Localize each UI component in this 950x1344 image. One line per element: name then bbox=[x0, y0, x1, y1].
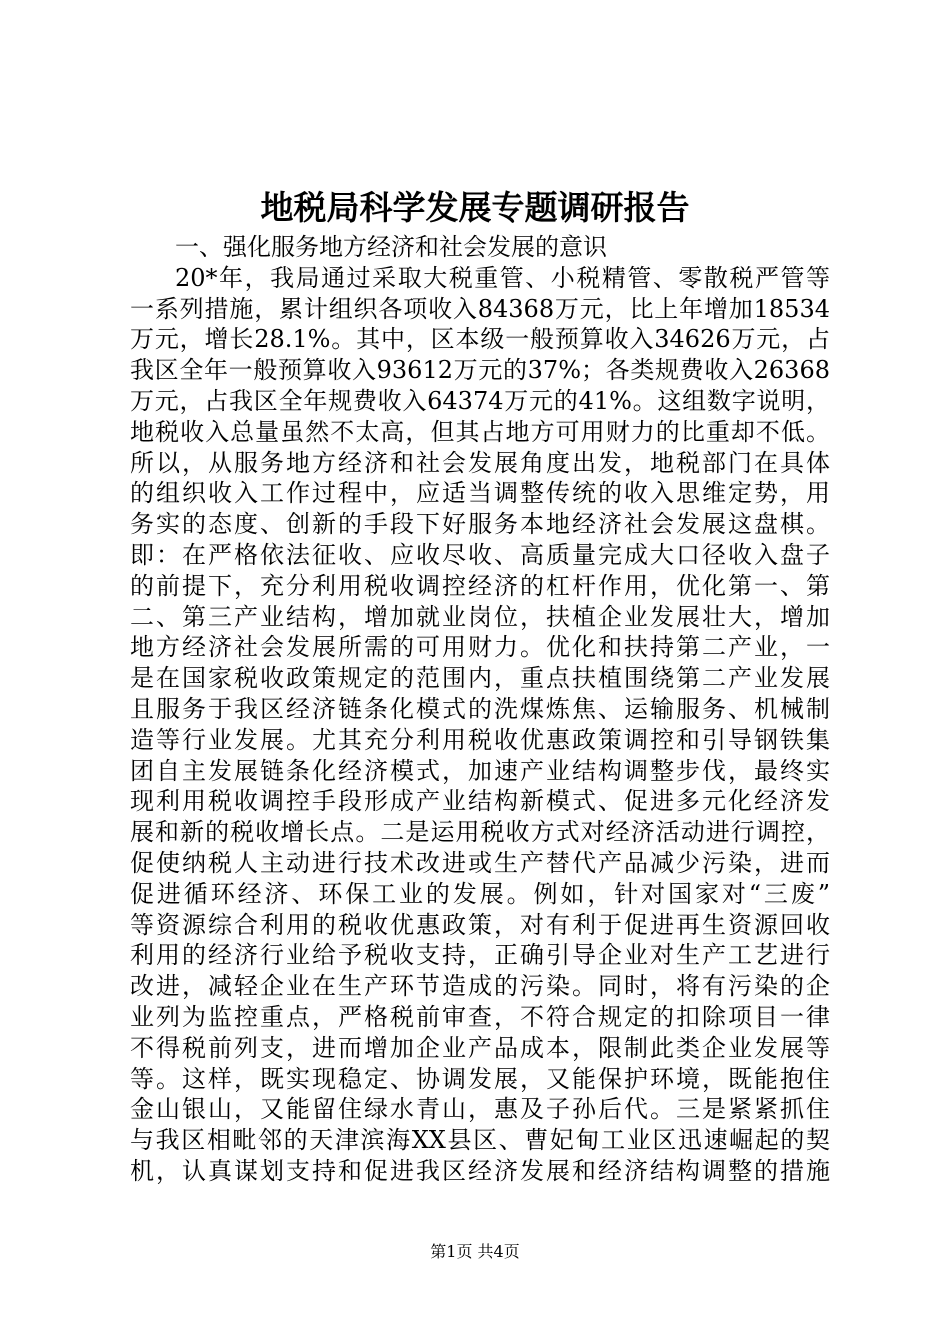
document-title: 地税局科学发展专题调研报告 bbox=[260, 188, 690, 227]
paragraph-line: 促进循环经济、环保工业的发展。例如，针对国家对“三废” bbox=[130, 879, 830, 908]
paragraph-line: 业列为监控重点，严格税前审查，不符合规定的扣除项目一律 bbox=[130, 1002, 830, 1031]
paragraph-line: 金山银山，又能留住绿水青山，惠及子孙后代。三是紧紧抓住 bbox=[130, 1095, 830, 1124]
paragraph-line: 20*年，我局通过采取大税重管、小税精管、零散税严管等 bbox=[175, 263, 830, 292]
paragraph-line: 是在国家税收政策规定的范围内，重点扶植围绕第二产业发展 bbox=[130, 664, 830, 693]
paragraph-line: 的前提下，充分利用税收调控经济的杠杆作用，优化第一、第 bbox=[130, 571, 830, 600]
paragraph-line: 即：在严格依法征收、应收尽收、高质量完成大口径收入盘子 bbox=[130, 540, 830, 569]
paragraph-line: 地方经济社会发展所需的可用财力。优化和扶持第二产业，一 bbox=[130, 633, 830, 662]
paragraph-line: 务实的态度、创新的手段下好服务本地经济社会发展这盘棋。 bbox=[130, 510, 830, 539]
paragraph-line: 万元，增长28.1%。其中，区本级一般预算收入34626万元，占 bbox=[130, 325, 830, 354]
paragraph-line: 团自主发展链条化经济模式，加速产业结构调整步伐，最终实 bbox=[130, 756, 830, 785]
paragraph-line: 展和新的税收增长点。二是运用税收方式对经济活动进行调控， bbox=[130, 818, 830, 847]
paragraph-line: 的组织收入工作过程中，应适当调整传统的收入思维定势，用 bbox=[130, 479, 830, 508]
paragraph-line: 机，认真谋划支持和促进我区经济发展和经济结构调整的措施 bbox=[130, 1156, 830, 1185]
page-footer: 第1页 共4页 bbox=[430, 1242, 520, 1261]
paragraph-line: 不得税前列支，进而增加企业产品成本，限制此类企业发展等 bbox=[130, 1033, 830, 1062]
paragraph-line: 所以，从服务地方经济和社会发展角度出发，地税部门在具体 bbox=[130, 448, 830, 477]
paragraph-line: 且服务于我区经济链条化模式的洗煤炼焦、运输服务、机械制 bbox=[130, 694, 830, 723]
paragraph-line: 利用的经济行业给予税收支持，正确引导企业对生产工艺进行 bbox=[130, 941, 830, 970]
paragraph-line: 改进，减轻企业在生产环节造成的污染。同时，将有污染的企 bbox=[130, 972, 830, 1001]
paragraph-line: 现利用税收调控手段形成产业结构新模式、促进多元化经济发 bbox=[130, 787, 830, 816]
document-body bbox=[130, 232, 830, 1187]
paragraph-line: 等。这样，既实现稳定、协调发展，又能保护环境，既能抱住 bbox=[130, 1064, 830, 1093]
paragraph-line: 一系列措施，累计组织各项收入84368万元，比上年增加18534 bbox=[130, 294, 830, 323]
paragraph-line: 促使纳税人主动进行技术改进或生产替代产品减少污染，进而 bbox=[130, 848, 830, 877]
paragraph-line: 我区全年一般预算收入93612万元的37%；各类规费收入26368 bbox=[130, 356, 830, 385]
paragraph-line: 造等行业发展。尤其充分利用税收优惠政策调控和引导钢铁集 bbox=[130, 725, 830, 754]
paragraph-line: 等资源综合利用的税收优惠政策，对有利于促进再生资源回收 bbox=[130, 910, 830, 939]
paragraph-line: 与我区相毗邻的天津滨海XX县区、曹妃甸工业区迅速崛起的契 bbox=[130, 1126, 830, 1155]
section-heading: 一、强化服务地方经济和社会发展的意识 bbox=[175, 233, 607, 261]
paragraph-line: 二、第三产业结构，增加就业岗位，扶植企业发展壮大，增加 bbox=[130, 602, 830, 631]
paragraph-line: 地税收入总量虽然不太高，但其占地方可用财力的比重却不低。 bbox=[130, 417, 830, 446]
paragraph-line: 万元，占我区全年规费收入64374万元的41%。这组数字说明， bbox=[130, 386, 830, 415]
